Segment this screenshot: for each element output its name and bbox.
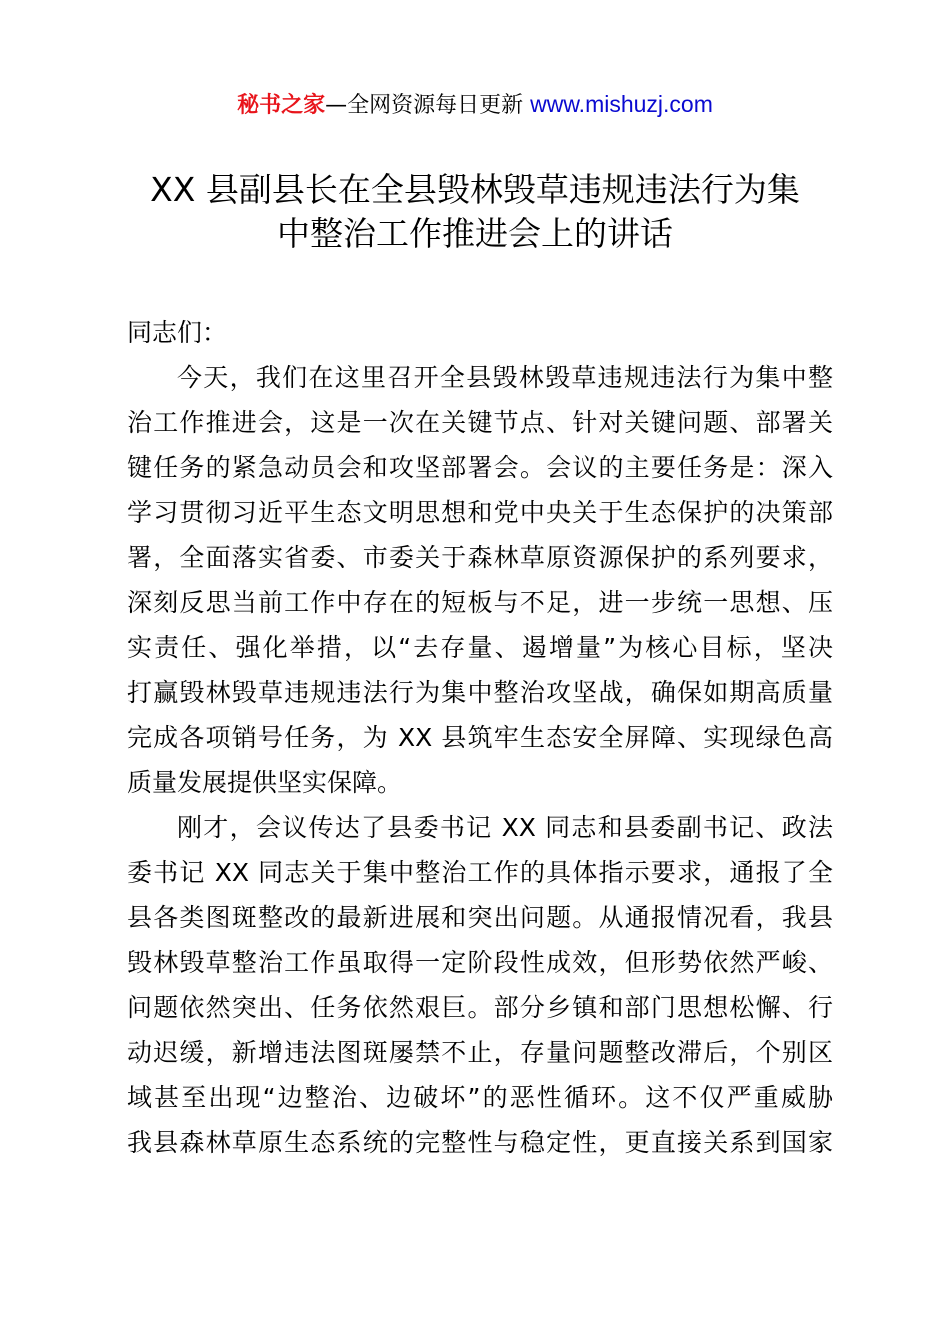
greeting: 同志们： xyxy=(127,318,228,347)
site-header xyxy=(0,86,950,124)
text-line: 今天，我们在这里召开全县毁林毁草违规违法行为集中整 xyxy=(177,363,833,392)
text-line: 键任务的紧急动员会和攻坚部署会。会议的主要任务是：深入 xyxy=(127,453,833,482)
text-line: 问题依然突出、任务依然艰巨。部分乡镇和部门思想松懈、行 xyxy=(127,993,833,1022)
text-line: 县各类图斑整改的最新进展和突出问题。从通报情况看，我县 xyxy=(127,903,833,932)
document-title xyxy=(100,168,850,256)
paragraph-2 xyxy=(127,805,833,1165)
text-line: 署，全面落实省委、市委关于森林草原资源保护的系列要求， xyxy=(127,543,833,572)
text-line: 学习贯彻习近平生态文明思想和党中央关于生态保护的决策部 xyxy=(127,498,833,527)
text-line: 动迟缓，新增违法图斑屡禁不止，存量问题整改滞后，个别区 xyxy=(127,1038,833,1067)
title-line: XX 县副县长在全县毁林毁草违规违法行为集 xyxy=(150,170,800,209)
text-line: 刚才，会议传达了县委书记 XX 同志和县委副书记、政法 xyxy=(177,813,833,842)
text-line: 打赢毁林毁草违规违法行为集中整治攻坚战，确保如期高质量 xyxy=(127,678,833,707)
text-line: 完成各项销号任务，为 XX 县筑牢生态安全屏障、实现绿色高 xyxy=(127,723,833,752)
text-line: 委书记 XX 同志关于集中整治工作的具体指示要求，通报了全 xyxy=(127,858,833,887)
text-line: 实责任、强化举措，以“去存量、遏增量”为核心目标，坚决 xyxy=(127,633,833,662)
document-body xyxy=(127,310,833,1165)
title-line: 中整治工作推进会上的讲话 xyxy=(277,214,673,253)
text-line: 我县森林草原生态系统的完整性与稳定性，更直接关系到国家 xyxy=(127,1128,833,1157)
text-line: 域甚至出现“边整治、边破坏”的恶性循环。这不仅严重威胁 xyxy=(127,1083,833,1112)
text-line: 质量发展提供坚实保障。 xyxy=(127,768,403,797)
site-url-link[interactable]: www.mishuzj.com xyxy=(530,91,713,117)
text-line: 毁林毁草整治工作虽取得一定阶段性成效，但形势依然严峻、 xyxy=(127,948,833,977)
site-brand: 秘书之家 xyxy=(237,93,326,118)
text-line: 治工作推进会，这是一次在关键节点、针对关键问题、部署关 xyxy=(127,408,833,437)
paragraph-1 xyxy=(127,355,833,805)
text-line: 深刻反思当前工作中存在的短板与不足，进一步统一思想、压 xyxy=(127,588,833,617)
site-slogan: —全网资源每日更新 xyxy=(325,93,524,118)
